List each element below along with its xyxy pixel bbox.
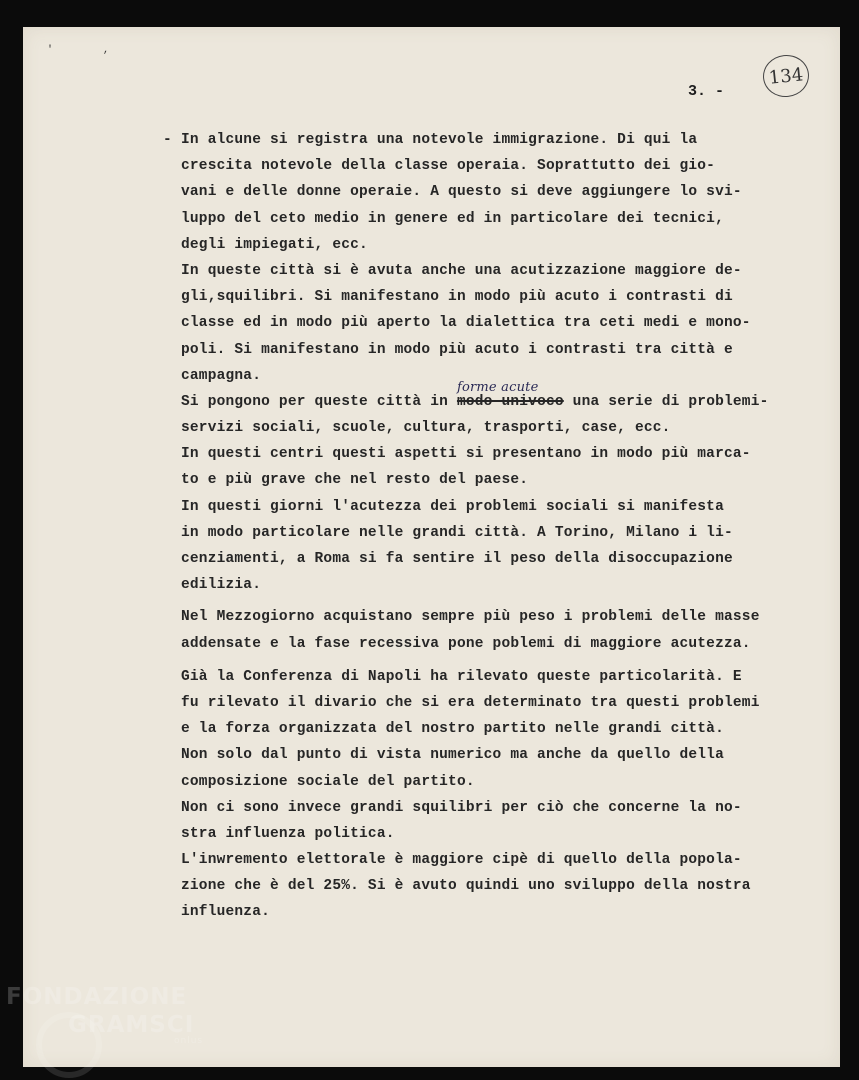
page-number: 3. -	[688, 83, 725, 100]
text-line: - In alcune si registra una notevole immigrazione. Di qui la	[181, 127, 831, 153]
text-line: L'inwremento elettorale è maggiore cipè di quello della popola-	[181, 852, 742, 869]
typewritten-body	[163, 127, 831, 926]
text-line: classe ed in modo più aperto la dialettica tra ceti medi e mono-	[181, 315, 751, 332]
paper-specks: ' ,	[47, 45, 132, 56]
text-line: addensate e la fase recessiva pone poblemi di maggiore acutezza.	[181, 635, 751, 652]
text-line: campagna.	[181, 367, 262, 384]
text-line: cenziamenti, a Roma si fa sentire il peso della disoccupazione	[181, 551, 733, 567]
text-line: composizione sociale del partito.	[181, 773, 475, 790]
text-line: luppo del ceto medio in genere ed in particolare dei tecnici,	[181, 210, 724, 227]
text-line: edilizia.	[181, 577, 262, 594]
archive-stamp: 134	[761, 53, 811, 100]
text-line: fu rilevato il divario che si era determinato tra questi problemi	[181, 694, 760, 711]
text-line: stra influenza politica.	[181, 825, 395, 842]
text-line: influenza.	[181, 904, 271, 921]
text-line: Non ci sono invece grandi squilibri per ciò che concerne la no-	[181, 799, 742, 816]
text-line: Non solo dal punto di vista numerico ma anche da quello della	[181, 747, 724, 764]
watermark-line3: onlus	[174, 1036, 204, 1046]
watermark-line1: FONDAZIONE	[6, 984, 188, 1010]
bullet-dash: -	[163, 132, 172, 148]
text-line-with-correction: Si pongono per queste città in forme acute modo univoco una serie di problemi-	[181, 389, 831, 415]
text-line: vani e delle donne operaie. A questo si deve aggiungere lo svi-	[181, 184, 742, 201]
handwritten-insertion: forme acute	[456, 379, 539, 395]
text-line: servizi sociali, scuole, cultura, trasporti, case, ecc.	[181, 420, 671, 437]
correction	[456, 379, 564, 415]
text-line: e la forza organizzata del nostro partito nelle grandi città.	[181, 721, 724, 738]
watermark-line2: GRAMSCI	[68, 1012, 195, 1038]
watermark	[6, 984, 203, 1046]
document-page	[23, 27, 840, 1067]
text-line: In questi centri questi aspetti si presentano in modo più marca-	[181, 446, 751, 463]
struck-text: modo univoco	[456, 393, 564, 410]
text-line: to e più grave che nel resto del paese.	[181, 472, 529, 489]
text-line: poli. Si manifestano in modo più acuto i contrasti tra città e	[181, 341, 733, 358]
text-line: Nel Mezzogiorno acquistano sempre più peso i problemi delle masse	[181, 609, 760, 626]
text-line: In questi giorni l'acutezza dei problemi sociali si manifesta	[181, 498, 724, 515]
text-line: crescita notevole della classe operaia. Soprattutto dei gio-	[181, 158, 716, 175]
text-line: zione che è del 25%. Si è avuto quindi uno sviluppo della nostra	[181, 878, 751, 895]
text-line: degli impiegati, ecc.	[181, 236, 368, 253]
text-line: Già la Conferenza di Napoli ha rilevato queste particolarità. E	[181, 668, 742, 685]
text-line: In queste città si è avuta anche una acutizzazione maggiore de-	[181, 262, 742, 279]
text-line: in modo particolare nelle grandi città. A Torino, Milano i li-	[181, 524, 733, 541]
text-line: gli,squilibri. Si manifestano in modo più acuto i contrasti di	[181, 289, 733, 306]
